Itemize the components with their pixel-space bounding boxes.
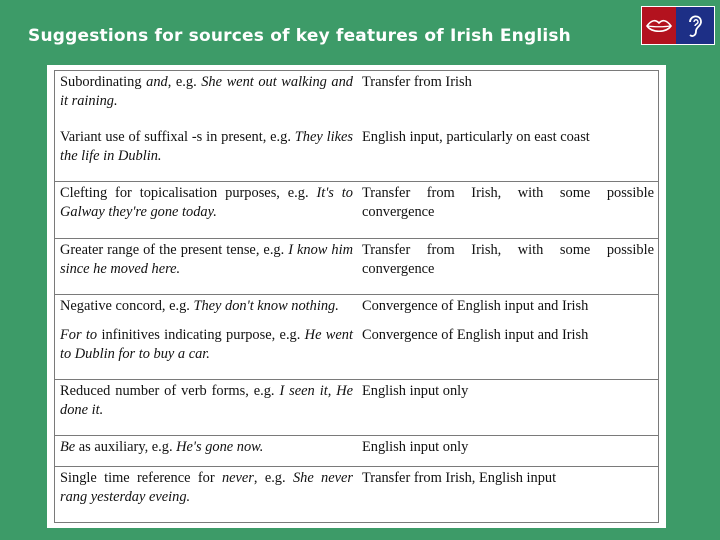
example-sentence: It's to Galway they're gone today. (60, 185, 353, 221)
feature-term: Be (60, 439, 76, 456)
source-cell: Transfer from Irish, English input (362, 469, 557, 486)
feature-text: Negative concord, e.g. (60, 297, 194, 314)
feature-text: Clefting for topicalisation purposes, e.g. (60, 185, 317, 202)
features-table (54, 70, 659, 523)
feature-text-cont: , e.g. (253, 469, 293, 486)
feature-cell (55, 126, 358, 182)
source-cell: English input, particularly on east coast (362, 129, 590, 146)
source-cell: Transfer from Irish, with some possible convergence (362, 241, 654, 277)
feature-text: Variant use of suffixal -s in present, e.g. (60, 129, 295, 146)
table-row (55, 182, 659, 238)
table-row (55, 294, 659, 324)
feature-text-cont: , e.g. (167, 74, 202, 90)
example-sentence: I know him since he moved here. (60, 241, 353, 277)
source-cell: English input only (362, 439, 469, 456)
feature-cell (55, 294, 358, 324)
feature-term: and (146, 74, 168, 90)
feature-text-cont: as auxiliary, e.g. (75, 439, 177, 456)
example-sentence: They don't know nothing. (193, 297, 339, 314)
source-cell: Transfer from Irish, with some possible convergence (362, 185, 654, 221)
logo (641, 6, 715, 45)
feature-cell (55, 380, 358, 436)
example-sentence: She never rang yesterday eveing. (60, 469, 353, 505)
example-sentence: She went out walking and it raining. (60, 74, 353, 109)
feature-cell (55, 71, 358, 127)
example-sentence: I seen it, He done it. (60, 383, 354, 419)
table-row (55, 71, 659, 127)
feature-text-cont: infinitives indicating purpose, e.g. (97, 326, 305, 343)
example-sentence: They likes the life in Dublin. (60, 129, 353, 165)
feature-text: Subordinating (60, 74, 147, 90)
example-sentence: He's gone now. (176, 439, 264, 456)
feature-cell (55, 182, 358, 238)
slide-title: Suggestions for sources of key features of Irish English (28, 26, 571, 46)
feature-cell (55, 324, 358, 380)
table-row (55, 436, 659, 466)
lips-icon (642, 7, 676, 44)
feature-cell (55, 238, 358, 294)
feature-text: Reduced number of verb forms, e.g. (60, 383, 280, 400)
table-row (55, 238, 659, 294)
source-cell: Convergence of English input and Irish (362, 297, 589, 314)
feature-term: never (221, 469, 254, 486)
source-cell: Transfer from Irish (362, 74, 472, 90)
feature-text: Single time reference for (60, 469, 222, 486)
ear-icon (676, 7, 714, 44)
features-panel (47, 65, 666, 528)
feature-cell (55, 436, 358, 466)
source-cell: English input only (362, 383, 469, 400)
feature-text: Greater range of the present tense, e.g. (60, 241, 289, 258)
table-row (55, 126, 659, 182)
table-row (55, 324, 659, 380)
example-sentence: He went to Dublin for to buy a car. (60, 326, 353, 362)
table-row (55, 466, 659, 522)
feature-term: For to (60, 326, 98, 343)
source-cell: Convergence of English input and Irish (362, 326, 589, 343)
feature-cell (55, 466, 358, 522)
table-row (55, 380, 659, 436)
